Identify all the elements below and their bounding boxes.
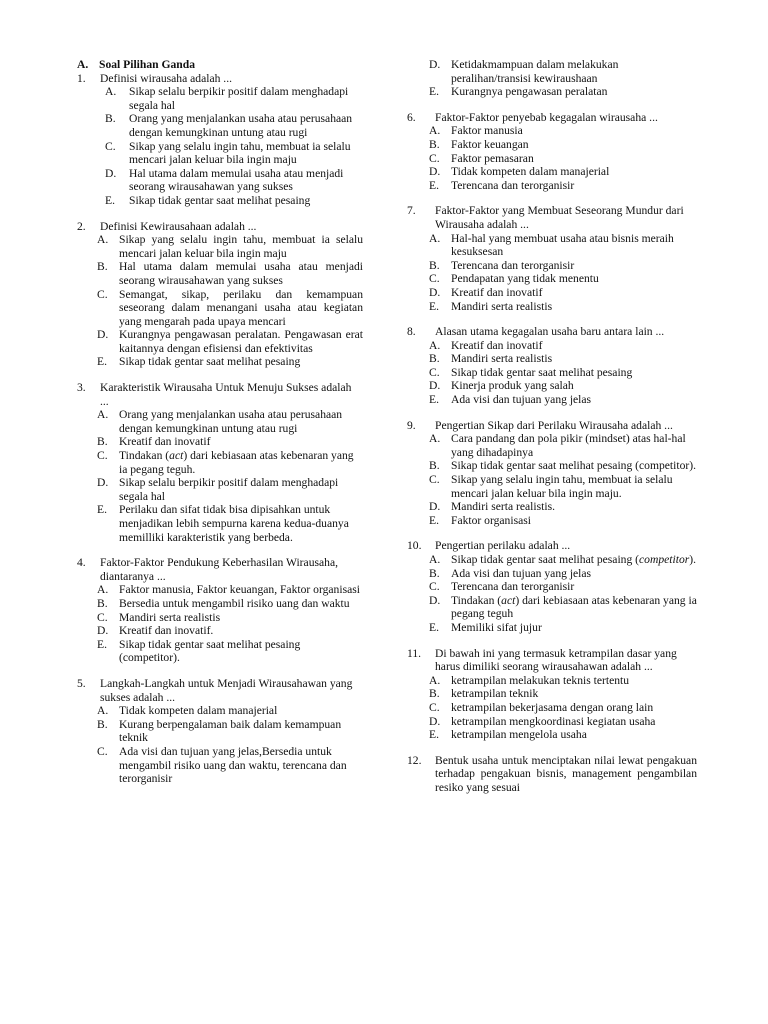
option-letter: C.	[429, 580, 440, 594]
option-letter: A.	[97, 704, 109, 718]
option-letter: C.	[97, 610, 108, 624]
option-text: Mandiri serta realistis.	[451, 500, 555, 514]
option-text: Kurangnya pengawasan peralatan. Pengawasan erat kaitannya dengan efisiensi dan efektivitas	[119, 328, 363, 355]
option-b[interactable]	[429, 459, 697, 473]
option-letter: D.	[429, 165, 441, 179]
option-a[interactable]	[97, 408, 363, 435]
option-letter: D.	[429, 714, 441, 728]
option-letter: A.	[429, 231, 441, 245]
option-text: Faktor manusia, Faktor keuangan, Faktor organisasi	[119, 583, 360, 597]
option-letter: D.	[429, 58, 441, 71]
options-list	[97, 408, 363, 544]
option-letter: D.	[429, 500, 441, 514]
option-text	[119, 449, 363, 476]
option-letter: B.	[97, 596, 108, 610]
option-d[interactable]	[429, 715, 697, 729]
options-list	[429, 553, 697, 635]
option-text: ketrampilan bekerjasama dengan orang lain	[451, 700, 654, 714]
option-letter: B.	[429, 459, 440, 473]
option-text: Bersedia untuk mengambil risiko uang dan waktu	[119, 596, 350, 610]
question-number: 2.	[77, 219, 86, 233]
question-number: 12.	[407, 753, 422, 767]
option-letter: D.	[97, 328, 109, 342]
option-e[interactable]	[97, 503, 363, 544]
option-e[interactable]	[429, 85, 697, 99]
option-letter: A.	[429, 432, 441, 446]
question-8	[407, 325, 697, 407]
section-title	[77, 58, 363, 72]
option-letter: B.	[429, 137, 440, 151]
option-d[interactable]	[105, 167, 363, 194]
option-text-part: Tindakan (	[451, 593, 502, 607]
option-text: Orang yang menjalankan usaha atau perusahaan dengan kemungkinan untung atau rugi	[129, 112, 353, 139]
question-4	[77, 556, 363, 665]
option-text	[451, 553, 697, 567]
option-text-part: ) dari kebiasaan atas kebenaran yang ia pegang teguh.	[119, 449, 354, 476]
option-d[interactable]	[97, 624, 363, 638]
option-text: Kreatif dan inovatif	[451, 285, 543, 299]
option-text: Sikap selalu berpikir positif dalam menghadapi segala hal	[129, 85, 349, 112]
option-text: Hal utama dalam memulai usaha atau menjadi seorang wirausahawan yang sukses	[129, 166, 344, 194]
option-text: Terencana dan terorganisir	[451, 258, 575, 272]
option-letter: C.	[429, 365, 440, 379]
option-e[interactable]	[429, 621, 697, 635]
question-text: Alasan utama kegagalan usaha baru antara lain ...	[435, 325, 665, 339]
options-list	[429, 674, 697, 742]
option-c[interactable]	[429, 366, 697, 380]
option-letter: B.	[429, 687, 440, 701]
option-d[interactable]	[429, 58, 697, 85]
option-e[interactable]	[97, 355, 363, 369]
option-c[interactable]	[105, 140, 363, 167]
option-text	[451, 594, 697, 621]
question-text: Faktor-Faktor yang Membuat Seseorang Mundur dari Wirausaha adalah ...	[435, 204, 684, 231]
option-c[interactable]	[429, 473, 697, 500]
option-letter: E.	[97, 355, 107, 369]
question-2	[77, 220, 363, 370]
question-text: Pengertian Sikap dari Perilaku Wirausaha adalah ...	[435, 418, 673, 432]
options-list	[97, 704, 363, 786]
option-a[interactable]	[429, 124, 697, 138]
option-a[interactable]	[429, 232, 697, 259]
option-text: Kreatif dan inovatif.	[119, 624, 214, 638]
question-6	[407, 111, 697, 193]
option-text-part: Tindakan (	[119, 449, 170, 463]
question-7	[407, 204, 697, 313]
option-text: Kurangnya pengawasan peralatan	[451, 85, 608, 99]
option-letter: A.	[97, 408, 109, 422]
option-b[interactable]	[429, 259, 697, 273]
option-b[interactable]	[429, 138, 697, 152]
option-a[interactable]	[97, 583, 363, 597]
option-letter: B.	[97, 435, 108, 449]
option-b[interactable]	[97, 260, 363, 287]
question-text: Definisi wirausaha adalah ...	[100, 71, 232, 85]
option-letter: A.	[105, 85, 117, 99]
option-text: Orang yang menjalankan usaha atau perusahaan dengan kemungkinan untung atau rugi	[119, 408, 343, 435]
option-a[interactable]	[429, 432, 697, 459]
option-text: Sikap yang selalu ingin tahu, membuat ia selalu mencari jalan keluar bila ingin maju.	[451, 473, 673, 500]
section-label: A.	[77, 58, 89, 71]
question-number: 3.	[77, 381, 86, 395]
option-letter: C.	[429, 272, 440, 286]
option-a[interactable]	[105, 85, 363, 112]
option-text: Terencana dan terorganisir	[451, 580, 575, 594]
option-letter: E.	[429, 393, 439, 407]
option-text: Kurang berpengalaman baik dalam kemampuan teknik	[119, 717, 342, 745]
option-text-part: Sikap tidak gentar saat melihat pesaing (	[451, 553, 640, 566]
option-text: Sikap tidak gentar saat melihat pesaing (competitor).	[451, 459, 697, 473]
question-5-continued	[407, 58, 697, 99]
option-text-italic: competitor	[639, 553, 690, 566]
option-text: Faktor keuangan	[451, 137, 529, 151]
option-text: Memiliki sifat jujur	[451, 620, 542, 634]
option-letter: A.	[429, 553, 441, 566]
option-text: Mandiri serta realistis	[119, 610, 221, 624]
question-text: Langkah-Langkah untuk Menjadi Wirausahawan yang sukses adalah ...	[100, 676, 353, 704]
option-letter: B.	[97, 260, 108, 274]
option-text: Semangat, sikap, perilaku dan kemampuan seseorang dalam menangani usaha atau kegiatan yang mengarah pada upaya mencari	[119, 287, 363, 328]
option-b[interactable]	[97, 435, 363, 449]
option-text: Faktor organisasi	[451, 513, 531, 527]
options-list	[429, 124, 697, 192]
option-letter: A.	[429, 673, 441, 687]
option-letter: C.	[105, 139, 116, 153]
option-letter: C.	[429, 700, 440, 714]
section-title-text: Soal Pilihan Ganda	[99, 58, 196, 71]
option-text: Tidak kompeten dalam manajerial	[451, 165, 610, 179]
option-letter: D.	[429, 285, 441, 299]
option-text: Sikap yang selalu ingin tahu, membuat ia selalu mencari jalan keluar bila ingin maju	[119, 233, 363, 260]
option-text: Sikap tidak gentar saat melihat pesaing	[129, 193, 311, 207]
option-c[interactable]	[429, 701, 697, 715]
option-text: Terencana dan terorganisir	[451, 178, 575, 192]
option-letter: A.	[97, 583, 109, 597]
question-text: Di bawah ini yang termasuk ketrampilan dasar yang harus dimiliki seorang wirausahawan adalah ...	[435, 646, 677, 674]
option-text: Sikap yang selalu ingin tahu, membuat ia selalu mencari jalan keluar bila ingin maju	[129, 139, 351, 167]
question-text: Karakteristik Wirausaha Untuk Menuju Sukses adalah ...	[100, 381, 352, 408]
option-text-part: ) dari kebiasaan atas kebenaran yang ia pegang teguh	[451, 593, 697, 621]
option-e[interactable]	[429, 179, 697, 193]
question-number: 7.	[407, 204, 416, 218]
options-list	[429, 58, 697, 99]
option-text: Pendapatan yang tidak menentu	[451, 272, 599, 286]
option-c[interactable]	[97, 745, 363, 786]
question-5	[77, 677, 363, 786]
option-letter: E.	[97, 503, 107, 517]
option-letter: B.	[97, 717, 108, 731]
option-letter: D.	[429, 593, 441, 607]
option-letter: B.	[105, 112, 116, 126]
option-text: Ada visi dan tujuan yang jelas	[451, 393, 592, 407]
question-10	[407, 539, 697, 634]
option-text: ketrampilan mengkoordinasi kegiatan usaha	[451, 714, 656, 728]
option-letter: E.	[429, 728, 439, 742]
option-letter: E.	[105, 193, 115, 207]
option-a[interactable]	[429, 339, 697, 353]
option-text: Hal-hal yang membuat usaha atau bisnis meraih kesuksesan	[451, 231, 674, 259]
question-number: 10.	[407, 539, 422, 553]
question-number: 8.	[407, 325, 416, 339]
option-text: Ketidakmampuan dalam melakukan peralihan/transisi kewiraushaan	[451, 58, 619, 85]
option-c[interactable]	[97, 288, 363, 329]
option-letter: A.	[97, 233, 109, 247]
option-b[interactable]	[429, 352, 697, 366]
right-column	[407, 58, 697, 807]
options-list	[97, 583, 363, 665]
option-text-part: ).	[689, 553, 697, 566]
option-letter: C.	[429, 473, 440, 487]
option-c[interactable]	[429, 580, 697, 594]
option-letter: E.	[97, 637, 107, 651]
option-text: Sikap tidak gentar saat melihat pesaing	[451, 365, 633, 379]
option-letter: E.	[429, 299, 439, 313]
option-b[interactable]	[97, 718, 363, 745]
option-c[interactable]	[429, 152, 697, 166]
option-b[interactable]	[105, 112, 363, 139]
question-number: 4.	[77, 556, 86, 570]
option-text: Mandiri serta realistis	[451, 299, 553, 313]
option-e[interactable]	[105, 194, 363, 208]
option-text: Perilaku dan sifat tidak bisa dipisahkan untuk menjadikan lebih sempurna karena kedua-duanya memilliki karakteristik yang berbeda.	[119, 503, 349, 544]
question-number: 9.	[407, 418, 416, 432]
question-number: 6.	[407, 110, 416, 124]
option-letter: C.	[97, 449, 108, 463]
option-text: Ada visi dan tujuan yang jelas,Bersedia untuk mengambil risiko uang dan waktu, terencana dan terorganisir	[119, 744, 347, 786]
option-letter: A.	[429, 124, 441, 138]
option-text: Kreatif dan inovatif	[451, 338, 543, 352]
question-text: Faktor-Faktor penyebab kegagalan wirausaha ...	[435, 110, 658, 124]
option-a[interactable]	[97, 704, 363, 718]
option-text: Ada visi dan tujuan yang jelas	[451, 566, 592, 580]
option-text: Kinerja produk yang salah	[451, 379, 574, 393]
option-letter: D.	[105, 166, 117, 180]
question-1	[77, 72, 363, 208]
question-number: 11.	[407, 646, 422, 660]
option-e[interactable]	[429, 728, 697, 742]
question-text: Bentuk usaha untuk menciptakan nilai lewat pengakuan terhadap pengakuan bisnis, management pengambilan resiko yang sesuai	[435, 753, 697, 794]
option-text: Hal utama dalam memulai usaha atau menjadi seorang wirausahawan yang sukses	[119, 260, 363, 287]
options-list	[105, 85, 363, 207]
option-c[interactable]	[429, 272, 697, 286]
question-text: Definisi Kewirausahaan adalah ...	[100, 219, 257, 233]
option-letter: D.	[429, 379, 441, 393]
question-11	[407, 647, 697, 742]
question-3	[77, 381, 363, 544]
option-b[interactable]	[429, 567, 697, 581]
option-d[interactable]	[429, 165, 697, 179]
option-letter: C.	[97, 287, 108, 301]
question-9	[407, 419, 697, 528]
option-letter: C.	[97, 744, 108, 758]
option-text-italic: act	[501, 593, 516, 607]
question-text: Pengertian perilaku adalah ...	[435, 539, 571, 553]
option-e[interactable]	[429, 300, 697, 314]
options-list	[97, 233, 363, 369]
option-text: ketrampilan teknik	[451, 687, 539, 701]
option-letter: C.	[429, 151, 440, 165]
question-text: Faktor-Faktor Pendukung Keberhasilan Wirausaha, diantaranya ...	[100, 556, 338, 583]
option-letter: E.	[429, 85, 439, 99]
option-c[interactable]	[97, 611, 363, 625]
option-letter: D.	[97, 476, 109, 490]
option-text: Tidak kompeten dalam manajerial	[119, 704, 278, 718]
option-d[interactable]	[429, 286, 697, 300]
option-b[interactable]	[97, 597, 363, 611]
option-e[interactable]	[429, 514, 697, 528]
question-number: 1.	[77, 71, 86, 85]
option-e[interactable]	[97, 638, 363, 665]
option-b[interactable]	[429, 687, 697, 701]
option-a[interactable]	[97, 233, 363, 260]
option-text: ketrampilan mengelola usaha	[451, 728, 587, 742]
option-d[interactable]	[97, 328, 363, 355]
option-letter: A.	[429, 338, 441, 352]
option-e[interactable]	[429, 393, 697, 407]
option-d[interactable]	[97, 476, 363, 503]
option-text: Sikap tidak gentar saat melihat pesaing	[119, 355, 301, 369]
option-a[interactable]	[429, 674, 697, 688]
option-text-italic: act	[169, 449, 184, 463]
options-list	[429, 432, 697, 527]
option-text: ketrampilan melakukan teknis tertentu	[451, 673, 630, 687]
question-number: 5.	[77, 676, 86, 690]
option-letter: B.	[429, 566, 440, 580]
option-letter: B.	[429, 258, 440, 272]
option-text: Faktor pemasaran	[451, 151, 534, 165]
option-a[interactable]	[429, 553, 697, 567]
option-text: Sikap selalu berpikir positif dalam menghadapi segala hal	[119, 476, 339, 503]
option-text: Mandiri serta realistis	[451, 352, 553, 366]
option-text: Faktor manusia	[451, 124, 523, 138]
option-d[interactable]	[429, 379, 697, 393]
option-d[interactable]	[429, 500, 697, 514]
option-letter: E.	[429, 178, 439, 192]
options-list	[429, 232, 697, 314]
options-list	[429, 339, 697, 407]
option-letter: B.	[429, 352, 440, 366]
option-d[interactable]	[429, 594, 697, 621]
question-12	[407, 754, 697, 795]
option-c[interactable]	[97, 449, 363, 476]
option-text: Sikap tidak gentar saat melihat pesaing (competitor).	[119, 637, 301, 665]
option-letter: D.	[97, 624, 109, 638]
option-text: Kreatif dan inovatif	[119, 435, 211, 449]
option-letter: E.	[429, 513, 439, 527]
option-text: Cara pandang dan pola pikir (mindset) atas hal-hal yang dihadapinya	[451, 432, 686, 459]
left-column	[77, 58, 363, 798]
option-letter: E.	[429, 620, 439, 634]
